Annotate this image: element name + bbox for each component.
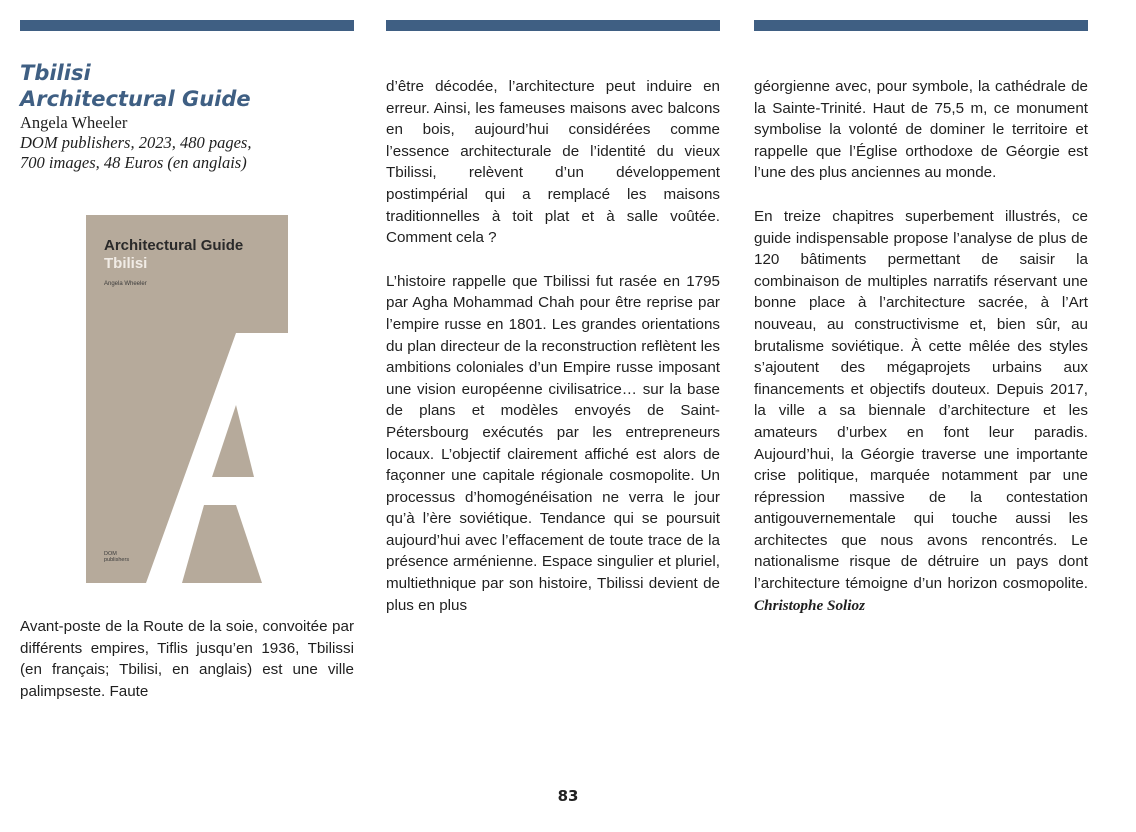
column-1-text: [20, 616, 354, 702]
book-info: [20, 60, 354, 173]
cover-publisher-line1: DOM: [104, 551, 117, 557]
cover-subtitle: Tbilisi: [104, 255, 148, 272]
column-rule-2: [386, 20, 720, 31]
book-title-line1: Tbilisi: [20, 61, 91, 85]
cover-author: Angela Wheeler: [104, 281, 147, 287]
book-author: Angela Wheeler: [20, 113, 128, 132]
column-3-paragraph-1: géorgienne avec, pour symbole, la cathédrale de la Sainte-Trinité. Haut de 75,5 m, ce monument symbolise la volonté de dominer le territoire et rappelle que l’Église orthodoxe de Géorgie est l’une des plus anciennes au monde.: [754, 78, 1088, 182]
column-rule-1: [20, 20, 354, 31]
column-2-text: [386, 76, 720, 616]
cover-publisher-line2: publishers: [104, 557, 130, 563]
page-number: 83: [557, 787, 579, 805]
author-signature: Christophe Solioz: [754, 596, 865, 614]
cover-title: Architectural Guide: [104, 237, 244, 254]
column-rule-3: [754, 20, 1088, 31]
column-1-paragraph-1: Avant-poste de la Route de la soie, convoitée par différents empires, Tiflis jusqu’en 1936, Tbilissi (en français; Tbilisi, en anglais) est une ville palimpseste. Faute: [20, 618, 354, 700]
book-meta-line2: 700 images, 48 Euros (en anglais): [20, 153, 247, 172]
cover-publisher: [104, 551, 144, 563]
book-title-line2: Architectural Guide: [20, 87, 251, 111]
column-3-text: [754, 76, 1088, 616]
column-2-paragraph-2: L’histoire rappelle que Tbilissi fut rasée en 1795 par Agha Mohammad Chah pour être reprise par l’empire russe en 1801. Les grandes orientations du plan directeur de la reconstruction reflètent les ambitions coloniales d’un Empire russe imposant une vision européenne civilisatrice… sur la base de plans et modèles envoyés de Saint-Pétersbourg exécutés par les entrepreneurs locaux. L’objectif clairement affiché est alors de façonner une capitale régionale cosmopolite. Un processus d’homogénéisation ne verra le jour qu’à l’ère soviétique. Tendance qui se poursuit aujourd’hui avec l’effacement de toute trace de la présence arménienne. Espace singulier et pluriel, multiethnique par son histoire, Tbilissi devient de plus en plus: [386, 272, 720, 614]
column-3-paragraph-2: [754, 206, 1088, 616]
column-2-paragraph-1: d’être décodée, l’architecture peut induire en erreur. Ainsi, les fameuses maisons avec balcons en bois, aujourd’hui considérées comme l’essence architecturale de l’identité du vieux Tbilissi, relèvent d’un développement postimpérial qui a remplacé les maisons traditionnelles à toit plat et à salle voûtée. Comment cela ?: [386, 78, 720, 247]
book-cover-image: [86, 215, 288, 583]
book-meta-line1: DOM publishers, 2023, 480 pages,: [20, 133, 252, 152]
column-3-paragraph-2-text: En treize chapitres superbement illustrés, ce guide indispensable propose l’analyse de plus de 120 bâtiments permettant de saisir la combinaison de multiples narratifs réservant une bonne place à l’architecture sacrée, à l’Art nouveau, au constructivisme et, bien sûr, au brutalisme soviétique. À cette mêlée des styles s’ajoutent des mégaprojets urbains aux financements et objectifs douteux. Depuis 2017, la ville a sa biennale d’architecture et les amateurs d’urbex en font leur paradis. Aujourd’hui, la Géorgie traverse une importante crise politique, marquée notamment par une répression massive de la contestation antigouvernementale qui touche aussi les architectes que nous avons rencontrés. Le nationalisme risque de détruire un pays dont l’architecture témoigne d’un horizon cosmopolite.: [754, 207, 1088, 593]
